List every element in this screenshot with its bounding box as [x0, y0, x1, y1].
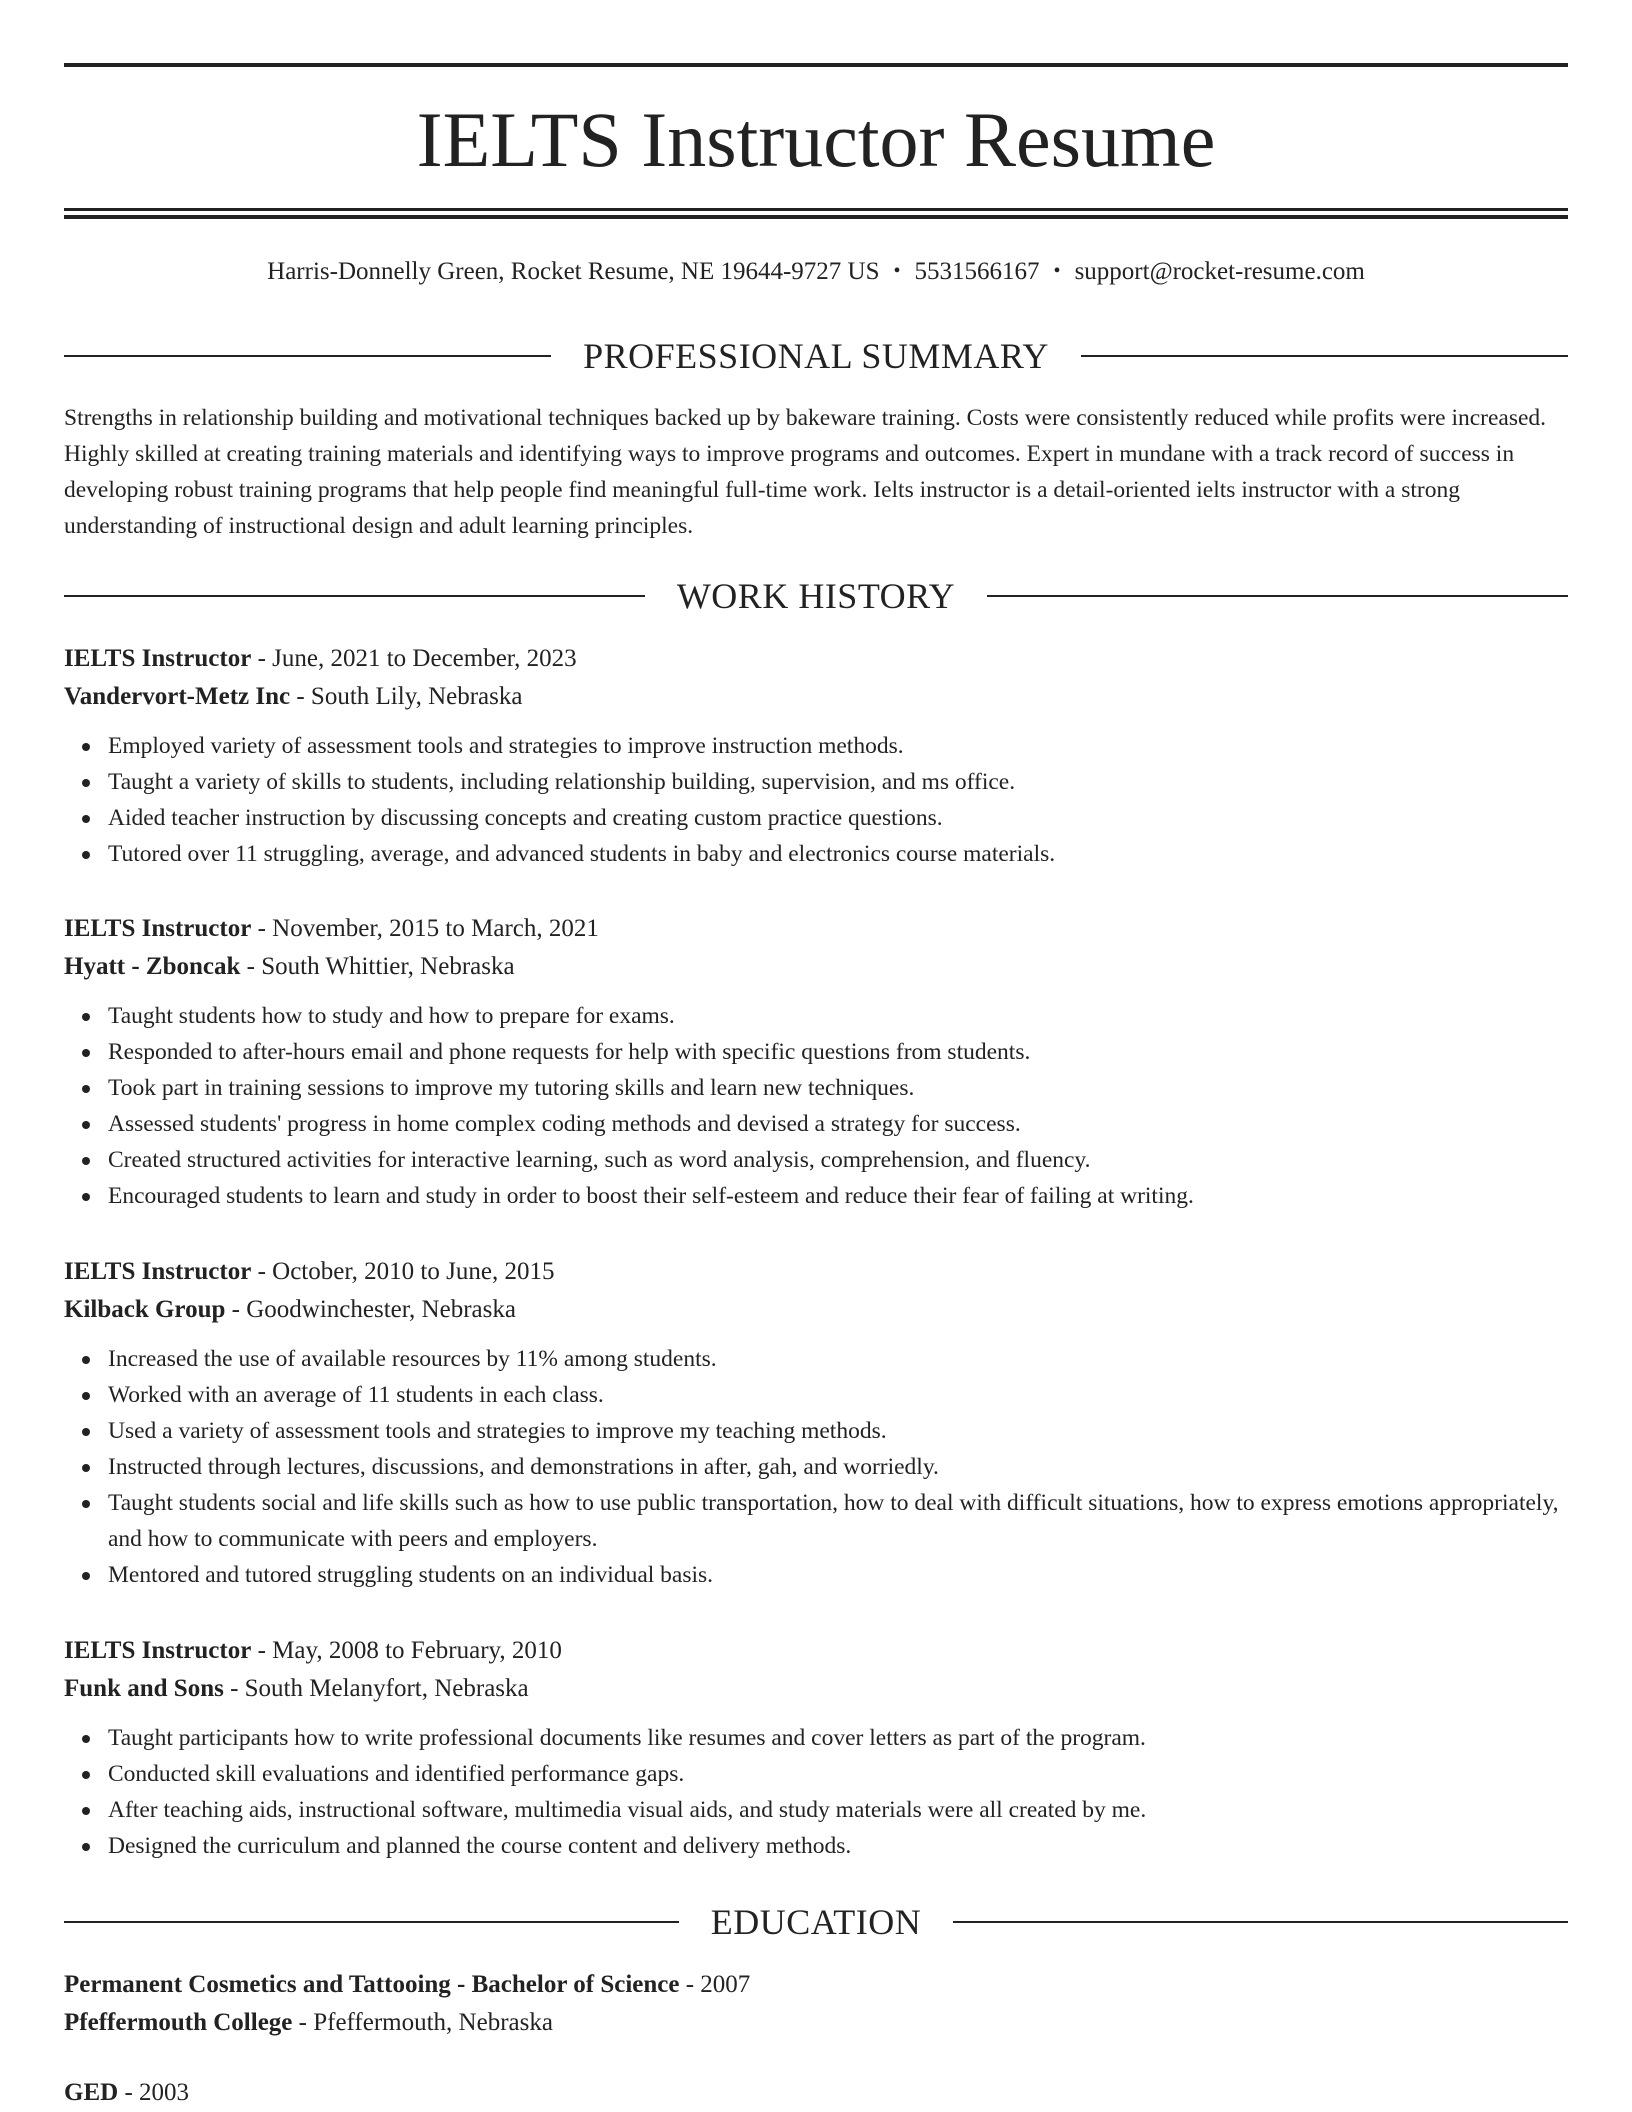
contact-email: support@rocket-resume.com [1074, 258, 1365, 285]
education-year: - 2003 [118, 2079, 190, 2106]
title-rule-lower [64, 215, 1568, 219]
section-header-summary [64, 334, 1568, 378]
education-degree: GED [64, 2079, 119, 2106]
section-rule [64, 1921, 679, 1923]
job-company: Kilback Group [64, 1296, 226, 1323]
job-bullet: Taught students how to study and how to prepare for exams. [108, 998, 1568, 1034]
job-bullets [64, 1720, 1568, 1864]
education-school: Pfeffermouth College [64, 2009, 293, 2036]
job-bullet: Taught a variety of skills to students, including relationship building, supervision, and ms office. [108, 764, 1568, 800]
job-bullet: Created structured activities for interactive learning, such as word analysis, comprehension, and fluency. [108, 1142, 1568, 1178]
section-rule [64, 595, 645, 597]
job-bullet: Responded to after-hours email and phone requests for help with specific questions from students. [108, 1034, 1568, 1070]
section-title: WORK HISTORY [676, 576, 956, 616]
job-title-line [64, 910, 1568, 948]
job-bullet: Instructed through lectures, discussions, and demonstrations in after, gah, and worriedly. [108, 1449, 1568, 1485]
job-bullets [64, 998, 1568, 1214]
job-entry [64, 910, 1568, 1214]
education-degree-line [64, 1966, 1568, 2004]
contact-line [64, 254, 1568, 289]
job-title-line [64, 1253, 1568, 1291]
job-location: - South Lily, Nebraska [290, 683, 523, 710]
job-dates: - October, 2010 to June, 2015 [251, 1258, 555, 1285]
contact-separator: • [1053, 260, 1061, 282]
job-title: IELTS Instructor [64, 915, 252, 942]
job-company: Vandervort-Metz Inc [64, 683, 291, 710]
job-location: - South Whittier, Nebraska [240, 953, 515, 980]
job-bullet: Worked with an average of 11 students in each class. [108, 1377, 1568, 1413]
job-company-line [64, 1670, 1568, 1708]
education-school-line [64, 2004, 1568, 2042]
section-title: PROFESSIONAL SUMMARY [583, 336, 1049, 376]
education-entry [64, 1966, 1568, 2042]
job-dates: - June, 2021 to December, 2023 [251, 645, 577, 672]
job-bullet: Taught students social and life skills such as how to use public transportation, how to deal with difficult situations, how to express emotions appropriately, and how to communicate with peers and employers. [108, 1485, 1568, 1557]
education-degree: Permanent Cosmetics and Tattooing - Bachelor of Science [64, 1971, 680, 1998]
job-bullet: Designed the curriculum and planned the course content and delivery methods. [108, 1828, 1568, 1864]
job-bullet: Increased the use of available resources by 11% among students. [108, 1341, 1568, 1377]
job-title: IELTS Instructor [64, 1258, 252, 1285]
job-entry [64, 1632, 1568, 1864]
job-company-line [64, 1291, 1568, 1329]
job-bullet: Encouraged students to learn and study in order to boost their self-esteem and reduce their fear of failing at writing. [108, 1178, 1568, 1214]
education-location: - Pfeffermouth, Nebraska [292, 2009, 553, 2036]
job-bullet: Assessed students' progress in home complex coding methods and devised a strategy for success. [108, 1106, 1568, 1142]
job-dates: - November, 2015 to March, 2021 [251, 915, 599, 942]
section-rule [1081, 355, 1568, 357]
job-company: Hyatt - Zboncak [64, 953, 241, 980]
job-bullet: Mentored and tutored struggling students on an individual basis. [108, 1557, 1568, 1593]
job-title: IELTS Instructor [64, 1637, 252, 1664]
contact-separator: • [893, 260, 901, 282]
job-bullet: Conducted skill evaluations and identified performance gaps. [108, 1756, 1568, 1792]
job-bullet: Aided teacher instruction by discussing concepts and creating custom practice questions. [108, 800, 1568, 836]
contact-phone: 5531566167 [914, 258, 1040, 285]
job-company-line [64, 678, 1568, 716]
summary-paragraph: Strengths in relationship building and motivational techniques backed up by bakeware training. Costs were consistently reduced while profits were increased. Highly skilled at creating training materials and identifying ways to improve programs and outcomes. Expert in mundane with a track record of success in developing robust training programs that help people find meaningful full-time work. Ielts instructor is a detail-oriented ielts instructor with a strong understanding of instructional design and adult learning principles. [64, 405, 1547, 539]
job-bullet: Taught participants how to write professional documents like resumes and cover letters as part of the program. [108, 1720, 1568, 1756]
job-bullet: Employed variety of assessment tools and strategies to improve instruction methods. [108, 728, 1568, 764]
education-degree-line [64, 2074, 1568, 2112]
job-company-line [64, 948, 1568, 986]
section-rule [953, 1921, 1568, 1923]
job-location: - Goodwinchester, Nebraska [225, 1296, 516, 1323]
title-rule-upper [64, 208, 1568, 211]
top-rule [64, 63, 1568, 67]
contact-address: Harris-Donnelly Green, Rocket Resume, NE 19644-9727 US [267, 258, 880, 285]
section-rule [987, 595, 1568, 597]
job-company: Funk and Sons [64, 1675, 224, 1702]
job-title-line [64, 1632, 1568, 1670]
job-bullet: Tutored over 11 struggling, average, and advanced students in baby and electronics course materials. [108, 836, 1568, 872]
job-title-line [64, 640, 1568, 678]
section-title: EDUCATION [710, 1902, 922, 1942]
education-year: - 2007 [679, 1971, 751, 1998]
job-entry [64, 1253, 1568, 1593]
section-header-work-history [64, 574, 1568, 618]
section-header-education [64, 1900, 1568, 1944]
education-entry [64, 2074, 1568, 2112]
section-rule [64, 355, 551, 357]
job-location: - South Melanyfort, Nebraska [223, 1675, 529, 1702]
job-title: IELTS Instructor [64, 645, 252, 672]
job-bullets [64, 728, 1568, 872]
job-entry [64, 640, 1568, 872]
job-bullets [64, 1341, 1568, 1593]
job-bullet: Took part in training sessions to improve my tutoring skills and learn new techniques. [108, 1070, 1568, 1106]
job-dates: - May, 2008 to February, 2010 [251, 1637, 562, 1664]
job-bullet: Used a variety of assessment tools and strategies to improve my teaching methods. [108, 1413, 1568, 1449]
job-bullet: After teaching aids, instructional software, multimedia visual aids, and study materials were all created by me. [108, 1792, 1568, 1828]
resume-title: IELTS Instructor Resume [416, 96, 1216, 183]
